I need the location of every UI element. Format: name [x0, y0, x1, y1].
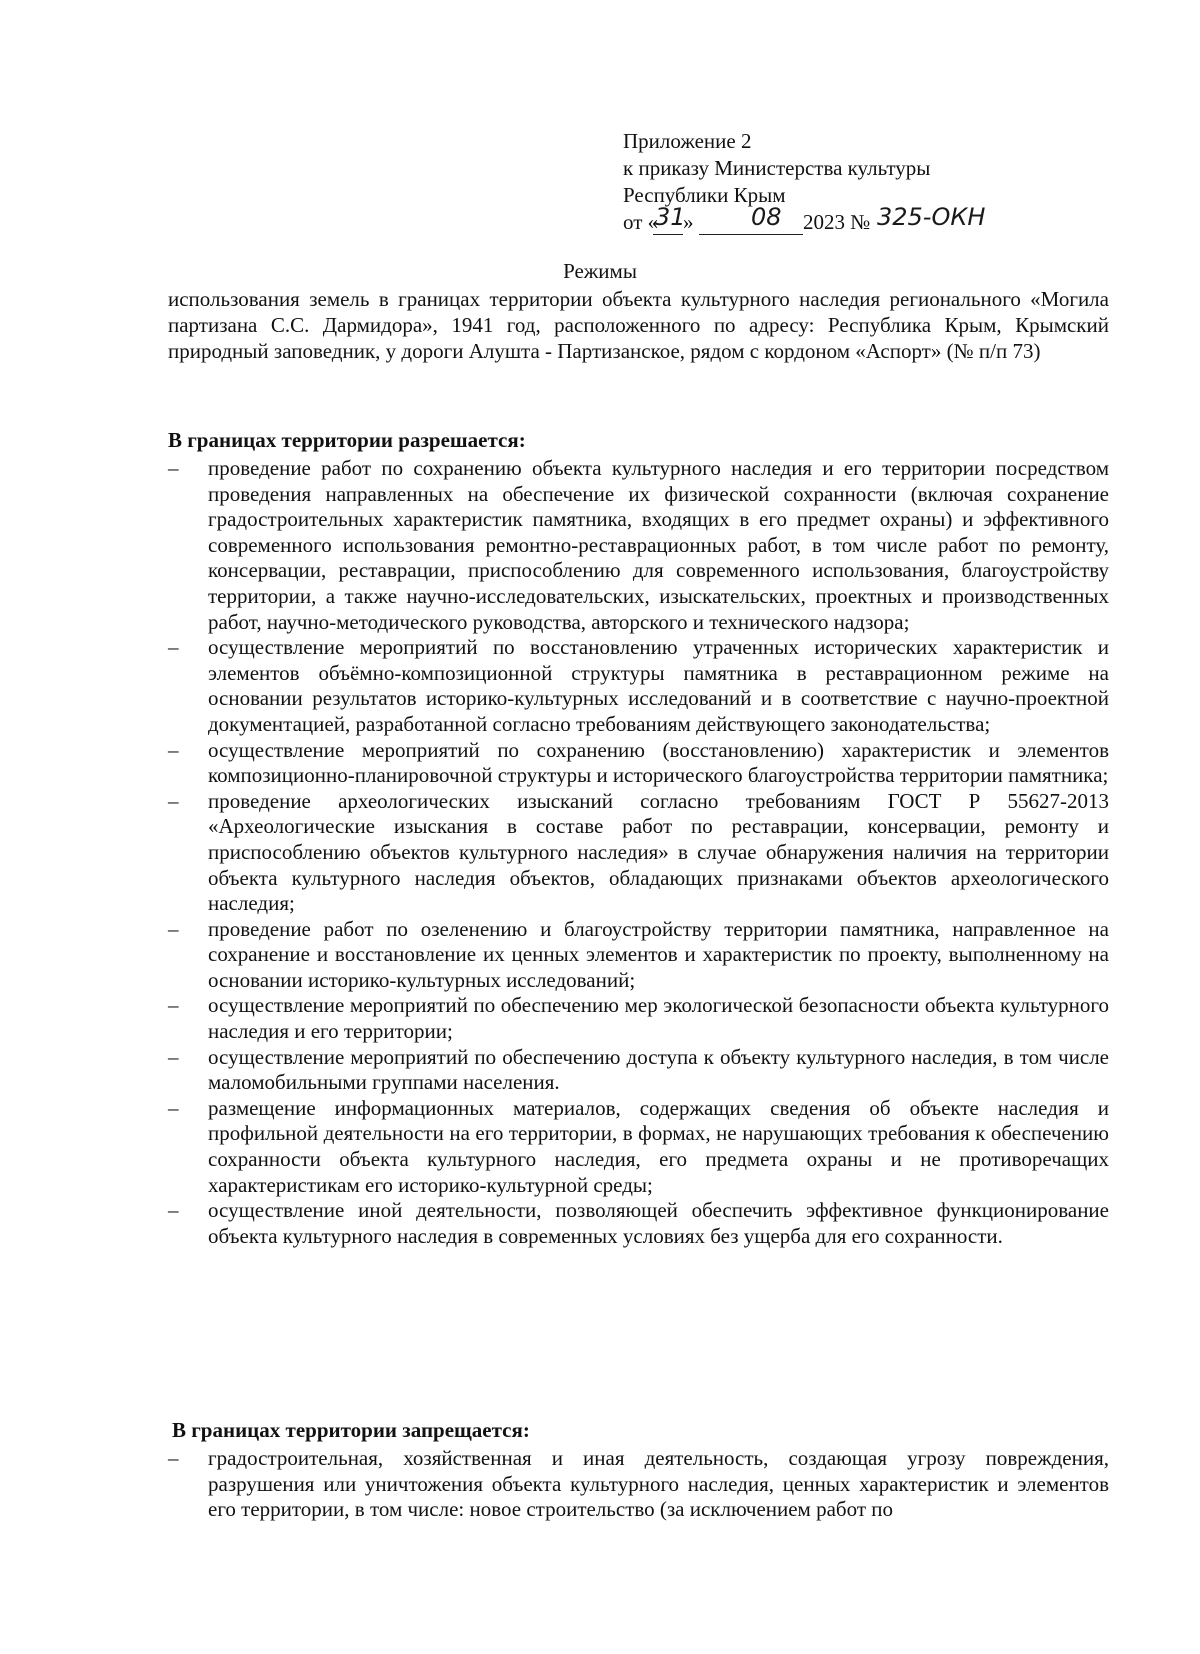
document-subtitle: использования земель в границах территории объекта культурного наследия регионального «Могила партизана С.С. Дармидора», 1941 год, расположенного по адресу: Республика Крым, Крымский природный заповедник, у дороги Алушта - Партизанское, рядом с кордоном «Аспорт» (№ п/п 73)	[168, 287, 1109, 363]
dash-marker: –	[168, 1044, 179, 1069]
dash-marker: –	[168, 788, 179, 813]
list-item: – градостроительная, хозяйственная и иная деятельность, создающая угрозу повреждения, разрушения или уничтожения объекта культурного наследия, ценных характеристик и элементов его территории, в том числе: новое строительство (за исключением работ по	[168, 1446, 1109, 1522]
allowed-list	[168, 456, 1109, 1249]
list-item: – осуществление мероприятий по сохранению (восстановлению) характеристик и элементов композиционно-планировочной структуры и исторического благоустройства территории памятника;	[168, 737, 1109, 788]
handwritten-day: 31	[655, 203, 686, 231]
forbidden-list	[168, 1446, 1109, 1523]
list-item: – проведение работ по сохранению объекта культурного наследия и его территории посредством проведения направленных на обеспечение их физической сохранности (включая сохранение градостроительных характеристик памятника, входящих в его предмет охраны) и эффективного современного использования ремонтно-реставрационных работ, в том числе работ по ремонту, консервации, реставрации, приспособлению для современного использования, благоустройству территории, а также научно-исследовательских, изыскательских, проектных и производственных работ, научно-методического руководства, авторского и технического надзора;	[168, 456, 1109, 634]
month-underline	[699, 234, 803, 235]
list-item: – осуществление мероприятий по обеспечению доступа к объекту культурного наследия, в том числе маломобильными группами населения.	[168, 1044, 1109, 1095]
handwritten-month: 08	[751, 203, 782, 231]
appendix-number: Приложение 2	[623, 129, 752, 153]
list-item: – размещение информационных материалов, содержащих сведения об объекте наследия и профильной деятельности на его территории, в формах, не нарушающих требования к обеспечению сохранности объекта культурного наследия, его предмета охраны и не противоречащих характеристикам его историко-культурной среды;	[168, 1095, 1109, 1197]
dash-marker: –	[168, 1446, 179, 1470]
appendix-header	[623, 128, 986, 239]
dash-marker: –	[168, 916, 179, 941]
date-prefix: от «	[623, 210, 659, 234]
list-item: – проведение археологических изысканий согласно требованиям ГОСТ Р 55627-2013 «Археологические изыскания в составе работ по реставрации, консервации, ремонту и приспособлению объектов культурного наследия» в случае обнаружения наличия на территории объекта культурного наследия объектов, обладающих признаками объектов археологического наследия;	[168, 788, 1109, 916]
allowed-heading: В границах территории разрешается:	[168, 428, 526, 452]
dash-marker: –	[168, 456, 179, 480]
appendix-ministry: Республики Крым	[623, 183, 786, 207]
dash-marker: –	[168, 737, 179, 762]
list-item: – проведение работ по озеленению и благоустройству территории памятника, направленное на сохранение и восстановление их ценных элементов и характеристик по проекту, выполненному на основании историко-культурных исследований;	[168, 916, 1109, 992]
list-item: – осуществление мероприятий по обеспечению мер экологической безопасности объекта культурного наследия и его территории;	[168, 993, 1109, 1044]
list-item: – осуществление мероприятий по восстановлению утраченных исторических характеристик и элементов объёмно-композиционной структуры памятника в реставрационном режиме на основании результатов историко-культурных исследований и в соответствие с научно-проектной документацией, разработанной согласно требованиям действующего законодательства;	[168, 635, 1109, 736]
dash-marker: –	[168, 993, 179, 1018]
date-year: 2023 №	[803, 210, 871, 234]
document-title: Режимы	[563, 259, 637, 283]
appendix-order-ref: к приказу Министерства культуры	[623, 156, 931, 180]
order-date-line	[623, 203, 986, 239]
forbidden-heading: В границах территории запрещается:	[172, 1418, 530, 1442]
list-item: – осуществление иной деятельности, позволяющей обеспечить эффективное функционирование объекта культурного наследия в современных условиях без ущерба для его сохранности.	[168, 1198, 1109, 1248]
day-underline	[653, 234, 683, 235]
date-mid: »	[683, 210, 694, 234]
dash-marker: –	[168, 635, 179, 660]
dash-marker: –	[168, 1095, 179, 1120]
dash-marker: –	[168, 1198, 179, 1223]
handwritten-order-number: 325-ОКН	[877, 203, 986, 231]
